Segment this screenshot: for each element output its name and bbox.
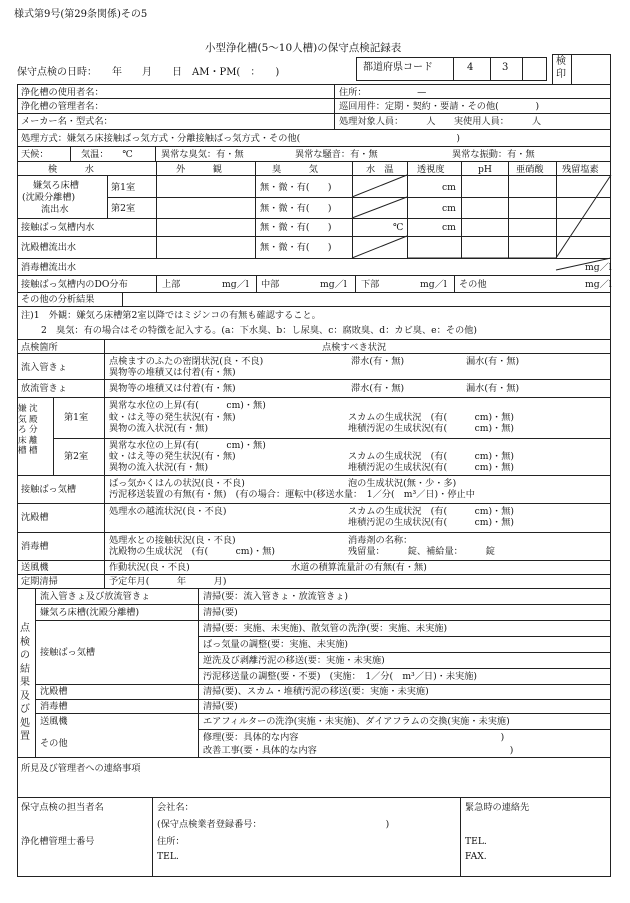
form-title: 小型浄化槽(5〜10人槽)の保守点検記録表 bbox=[205, 42, 402, 54]
seal-label: 印 bbox=[556, 69, 566, 80]
inflow-deposit-check[interactable]: 異物等の堆積又は付着(有・無) bbox=[109, 367, 236, 378]
disinfection-tank-label: 消毒槽 bbox=[21, 541, 49, 552]
temperature-field[interactable]: 気温： ℃ bbox=[81, 149, 133, 160]
do-upper-label: 上部 bbox=[162, 279, 181, 290]
leak-check[interactable]: 漏水(有・無) bbox=[466, 356, 520, 367]
scum-check[interactable]: スカムの生成状況 (有( cm)・無) bbox=[348, 506, 515, 517]
contact-check[interactable]: 処理水との接触状況(良・不良) bbox=[109, 535, 236, 546]
unit-cm: cm bbox=[442, 222, 456, 233]
odor-option[interactable]: 無・微・有( ) bbox=[260, 222, 332, 233]
form-number: 様式第9号(第29条関係)その5 bbox=[14, 9, 148, 20]
inflow-lid-check[interactable]: 点検ますのふたの密閉状況(良・不良) bbox=[109, 356, 264, 367]
aeration-water-label: 接触ばっ気槽内水 bbox=[21, 222, 95, 233]
room-label: 第2室 bbox=[64, 451, 89, 462]
result-item-label: 嫌気ろ床槽(沈殿分離槽) bbox=[40, 607, 140, 618]
note-1: 注)1 外観：嫌気ろ床槽第2室以降ではミジンコの有無も確認すること。 bbox=[21, 310, 321, 321]
aeration-stirring-check[interactable]: ばっ気かくはんの状況(良・不良) bbox=[109, 478, 245, 489]
company-tel-field[interactable]: TEL. bbox=[157, 851, 179, 862]
result-action[interactable]: 修理(要：具体的な内容 ) bbox=[203, 732, 505, 743]
unit-cm: cm bbox=[442, 182, 456, 193]
sludge-check[interactable]: 堆積汚泥の生成状況(有( cm)・無) bbox=[348, 462, 515, 473]
tank-label: 流出水 bbox=[41, 204, 69, 215]
overflow-check[interactable]: 処理水の越流状況(良・不良) bbox=[109, 506, 227, 517]
unit-mgl: mg／l bbox=[420, 279, 447, 290]
header-water-temp: 水 温 bbox=[366, 164, 394, 175]
weather-label: 天候： bbox=[21, 149, 49, 160]
cleaning-label: 定期清掃 bbox=[21, 576, 58, 587]
vibration-anomaly-field[interactable]: 異常な振動：有・無 bbox=[452, 149, 535, 160]
unit-mgl: mg／l bbox=[320, 279, 347, 290]
do-other-label: その他 bbox=[459, 279, 487, 290]
leak-check[interactable]: 漏水(有・無) bbox=[466, 383, 520, 394]
odor-option[interactable]: 無・微・有( ) bbox=[260, 242, 332, 253]
result-action[interactable]: 清掃(要) bbox=[203, 607, 238, 618]
treatment-method-field[interactable]: 処理方式：嫌気ろ床接触ばっ気方式・分離接触ばっ気方式・その他( ) bbox=[21, 133, 460, 144]
unit-cm: cm bbox=[442, 203, 456, 214]
prefecture-code-digit[interactable]: 4 bbox=[467, 62, 474, 73]
disinfectant-name-field[interactable]: 消毒剤の名称： bbox=[348, 535, 413, 546]
outflow-deposit-check[interactable]: 異物等の堆積又は付着(有・無) bbox=[109, 383, 236, 394]
vertical-label-anaerobic: 嫌気ろ床槽 bbox=[18, 404, 27, 456]
unit-celsius: ℃ bbox=[393, 222, 404, 233]
do-lower-label: 下部 bbox=[361, 279, 380, 290]
sedimentation-tank-label: 沈殿槽 bbox=[21, 512, 49, 523]
odor-option[interactable]: 無・微・有( ) bbox=[260, 203, 332, 214]
registration-number-field[interactable]: (保守点検業者登録番号： ) bbox=[157, 819, 390, 830]
disinfect-outflow-label: 消毒槽流出水 bbox=[21, 262, 77, 273]
outflow-pipe-label: 放流管きょ bbox=[21, 383, 67, 394]
sludge-transfer-check[interactable]: 汚泥移送装置の有無(有・無) (有の場合：運転中(移送水量： 1／分( m³／日)・停止中 bbox=[109, 489, 475, 500]
note-2: 2 臭気：有の場合はその特徴を記入する。(a：下水臭、b：し尿臭、c：腐敗臭、d：カビ臭、e：その他) bbox=[41, 325, 477, 336]
foam-check[interactable]: 泡の生成状況(無・少・多) bbox=[348, 478, 457, 489]
room-label: 第1室 bbox=[64, 412, 89, 423]
prefecture-code-digit[interactable]: 3 bbox=[502, 62, 509, 73]
result-item-label: 流入管きょ及び放流管きょ bbox=[40, 591, 151, 602]
result-action[interactable]: 汚泥移送量の調整(要・不要) (実施： 1／分( m³／日)・未実施) bbox=[203, 671, 478, 682]
emergency-contact-label: 緊急時の連絡先 bbox=[465, 802, 530, 813]
manager-name-field[interactable]: 浄化槽の管理者名： bbox=[21, 101, 104, 112]
header-residual-chlorine: 残留塩素 bbox=[562, 164, 599, 175]
result-action[interactable]: 改善工事(要・具体的な内容 ) bbox=[203, 745, 514, 756]
emergency-tel-field[interactable]: TEL. bbox=[465, 836, 487, 847]
water-level-check[interactable]: 異常な水位の上昇(有( cm)・無) bbox=[109, 440, 266, 451]
header-transparency: 透視度 bbox=[417, 164, 445, 175]
visit-purpose-field[interactable]: 巡回用件：定期・契約・要請・その他( ) bbox=[339, 101, 540, 112]
sediment-check[interactable]: 沈殿物の生成状況 (有( cm)・無) bbox=[109, 546, 276, 557]
unit-mgl: mg／l bbox=[585, 262, 612, 273]
aeration-tank-label: 接触ばっ気槽 bbox=[21, 484, 77, 495]
room-label: 第1室 bbox=[111, 182, 136, 193]
foreign-matter-check[interactable]: 異物の流入状況(有・無) bbox=[109, 462, 209, 473]
result-action[interactable]: 逆洗及び剥離汚泥の移送(要：実施・未実施) bbox=[203, 655, 385, 666]
capacity-field[interactable]: 処理対象人員： 人 実使用人員： 人 bbox=[339, 116, 542, 127]
company-name-field[interactable]: 会社名： bbox=[157, 802, 194, 813]
header-appearance: 外 観 bbox=[176, 164, 222, 175]
header-ph: pH bbox=[478, 164, 492, 175]
company-address-field[interactable]: 住所： bbox=[157, 836, 185, 847]
unit-mgl: mg／l bbox=[222, 279, 249, 290]
water-level-check[interactable]: 異常な水位の上昇(有( cm)・無) bbox=[109, 400, 266, 411]
disinfectant-amount-field[interactable]: 残留量： 錠、補給量： 錠 bbox=[348, 546, 495, 557]
result-item-label: 送風機 bbox=[40, 716, 68, 727]
seal-label: 検 bbox=[556, 56, 566, 67]
header-odor: 臭 気 bbox=[272, 164, 318, 175]
scum-check[interactable]: スカムの生成状況 (有( cm)・無) bbox=[348, 412, 515, 423]
stagnant-water-check[interactable]: 滞水(有・無) bbox=[351, 356, 405, 367]
header-sample: 検 水 bbox=[48, 164, 94, 175]
inspection-datetime[interactable]: 保守点検の日時： 年 月 日 AM・PM( ： ) bbox=[17, 67, 280, 78]
odor-option[interactable]: 無・微・有( ) bbox=[260, 182, 332, 193]
result-item-label: 消毒槽 bbox=[40, 701, 68, 712]
result-action[interactable]: 清掃(要)、スカム・堆積汚泥の移送(要：実施・未実施) bbox=[203, 686, 429, 697]
result-action[interactable]: ばっ気量の調整(要：実施、未実施) bbox=[203, 639, 348, 650]
foreign-matter-check[interactable]: 異物の流入状況(有・無) bbox=[109, 423, 209, 434]
do-distribution-label: 接触ばっ気槽内のDO分布 bbox=[21, 279, 128, 290]
result-item-label: 沈殿槽 bbox=[40, 686, 68, 697]
results-vertical-label: 点検の結果及び処置 bbox=[20, 623, 30, 742]
emergency-fax-field[interactable]: FAX. bbox=[465, 851, 487, 862]
scum-check[interactable]: スカムの生成状況 (有( cm)・無) bbox=[348, 451, 515, 462]
odor-anomaly-field[interactable]: 異常な臭気：有・無 bbox=[161, 149, 244, 160]
address-field[interactable]: 住所： — bbox=[339, 87, 427, 98]
sediment-outflow-label: 沈殿槽流出水 bbox=[21, 242, 77, 253]
result-action[interactable]: 清掃(要) bbox=[203, 701, 238, 712]
header-nitrite: 亜硝酸 bbox=[516, 164, 544, 175]
blower-label: 送風機 bbox=[21, 562, 49, 573]
inspection-status-header: 点検すべき状況 bbox=[322, 342, 387, 353]
stagnant-water-check[interactable]: 滞水(有・無) bbox=[351, 383, 405, 394]
prefecture-code-label: 都道府県コード bbox=[363, 62, 433, 73]
blower-operation-check[interactable]: 作動状況(良・不良) bbox=[109, 562, 190, 573]
insect-check[interactable]: 蚊・はえ等の発生状況(有・無) bbox=[109, 451, 236, 462]
engineer-number-label: 浄化槽管理士番号 bbox=[21, 836, 95, 847]
user-name-field[interactable]: 浄化槽の使用者名： bbox=[21, 87, 104, 98]
noise-anomaly-field[interactable]: 異常な騒音：有・無 bbox=[295, 149, 378, 160]
result-item-label: その他 bbox=[40, 738, 68, 749]
do-middle-label: 中部 bbox=[261, 279, 280, 290]
tank-label: 嫌気ろ床槽 bbox=[33, 180, 79, 191]
result-item-label: 接触ばっ気槽 bbox=[40, 647, 96, 658]
inflow-pipe-label: 流入管きょ bbox=[21, 362, 67, 373]
vertical-label-separation: 沈殿分離槽 bbox=[29, 404, 38, 456]
staff-name-label: 保守点検の担当者名 bbox=[21, 802, 104, 813]
cleaning-schedule-field[interactable]: 予定年月( 年 月) bbox=[109, 576, 227, 587]
room-label: 第2室 bbox=[111, 203, 136, 214]
sludge-check[interactable]: 堆積汚泥の生成状況(有( cm)・無) bbox=[348, 517, 515, 528]
result-action[interactable]: 清掃(要：流入管きょ・放流管きょ) bbox=[203, 591, 348, 602]
unit-mgl: mg／l bbox=[585, 279, 612, 290]
result-action[interactable]: 清掃(要：実施、未実施)、散気管の洗浄(要：実施、未実施) bbox=[203, 623, 448, 634]
result-action[interactable]: エアフィルターの洗浄(実施・未実施)、ダイアフラムの交換(実施・未実施) bbox=[203, 716, 510, 727]
flow-meter-check[interactable]: 水道の積算流量計の有無(有・無) bbox=[291, 562, 427, 573]
other-analysis-label: その他の分析結果 bbox=[21, 294, 95, 305]
inspection-location-header: 点検箇所 bbox=[21, 342, 58, 353]
remarks-label: 所見及び管理者への連絡事項 bbox=[21, 763, 141, 774]
tank-label: (沈殿分離槽) bbox=[22, 192, 76, 203]
sludge-check[interactable]: 堆積汚泥の生成状況(有( cm)・無) bbox=[348, 423, 515, 434]
insect-check[interactable]: 蚊・はえ等の発生状況(有・無) bbox=[109, 412, 236, 423]
maker-model-field[interactable]: メーカー名・型式名： bbox=[21, 116, 113, 127]
